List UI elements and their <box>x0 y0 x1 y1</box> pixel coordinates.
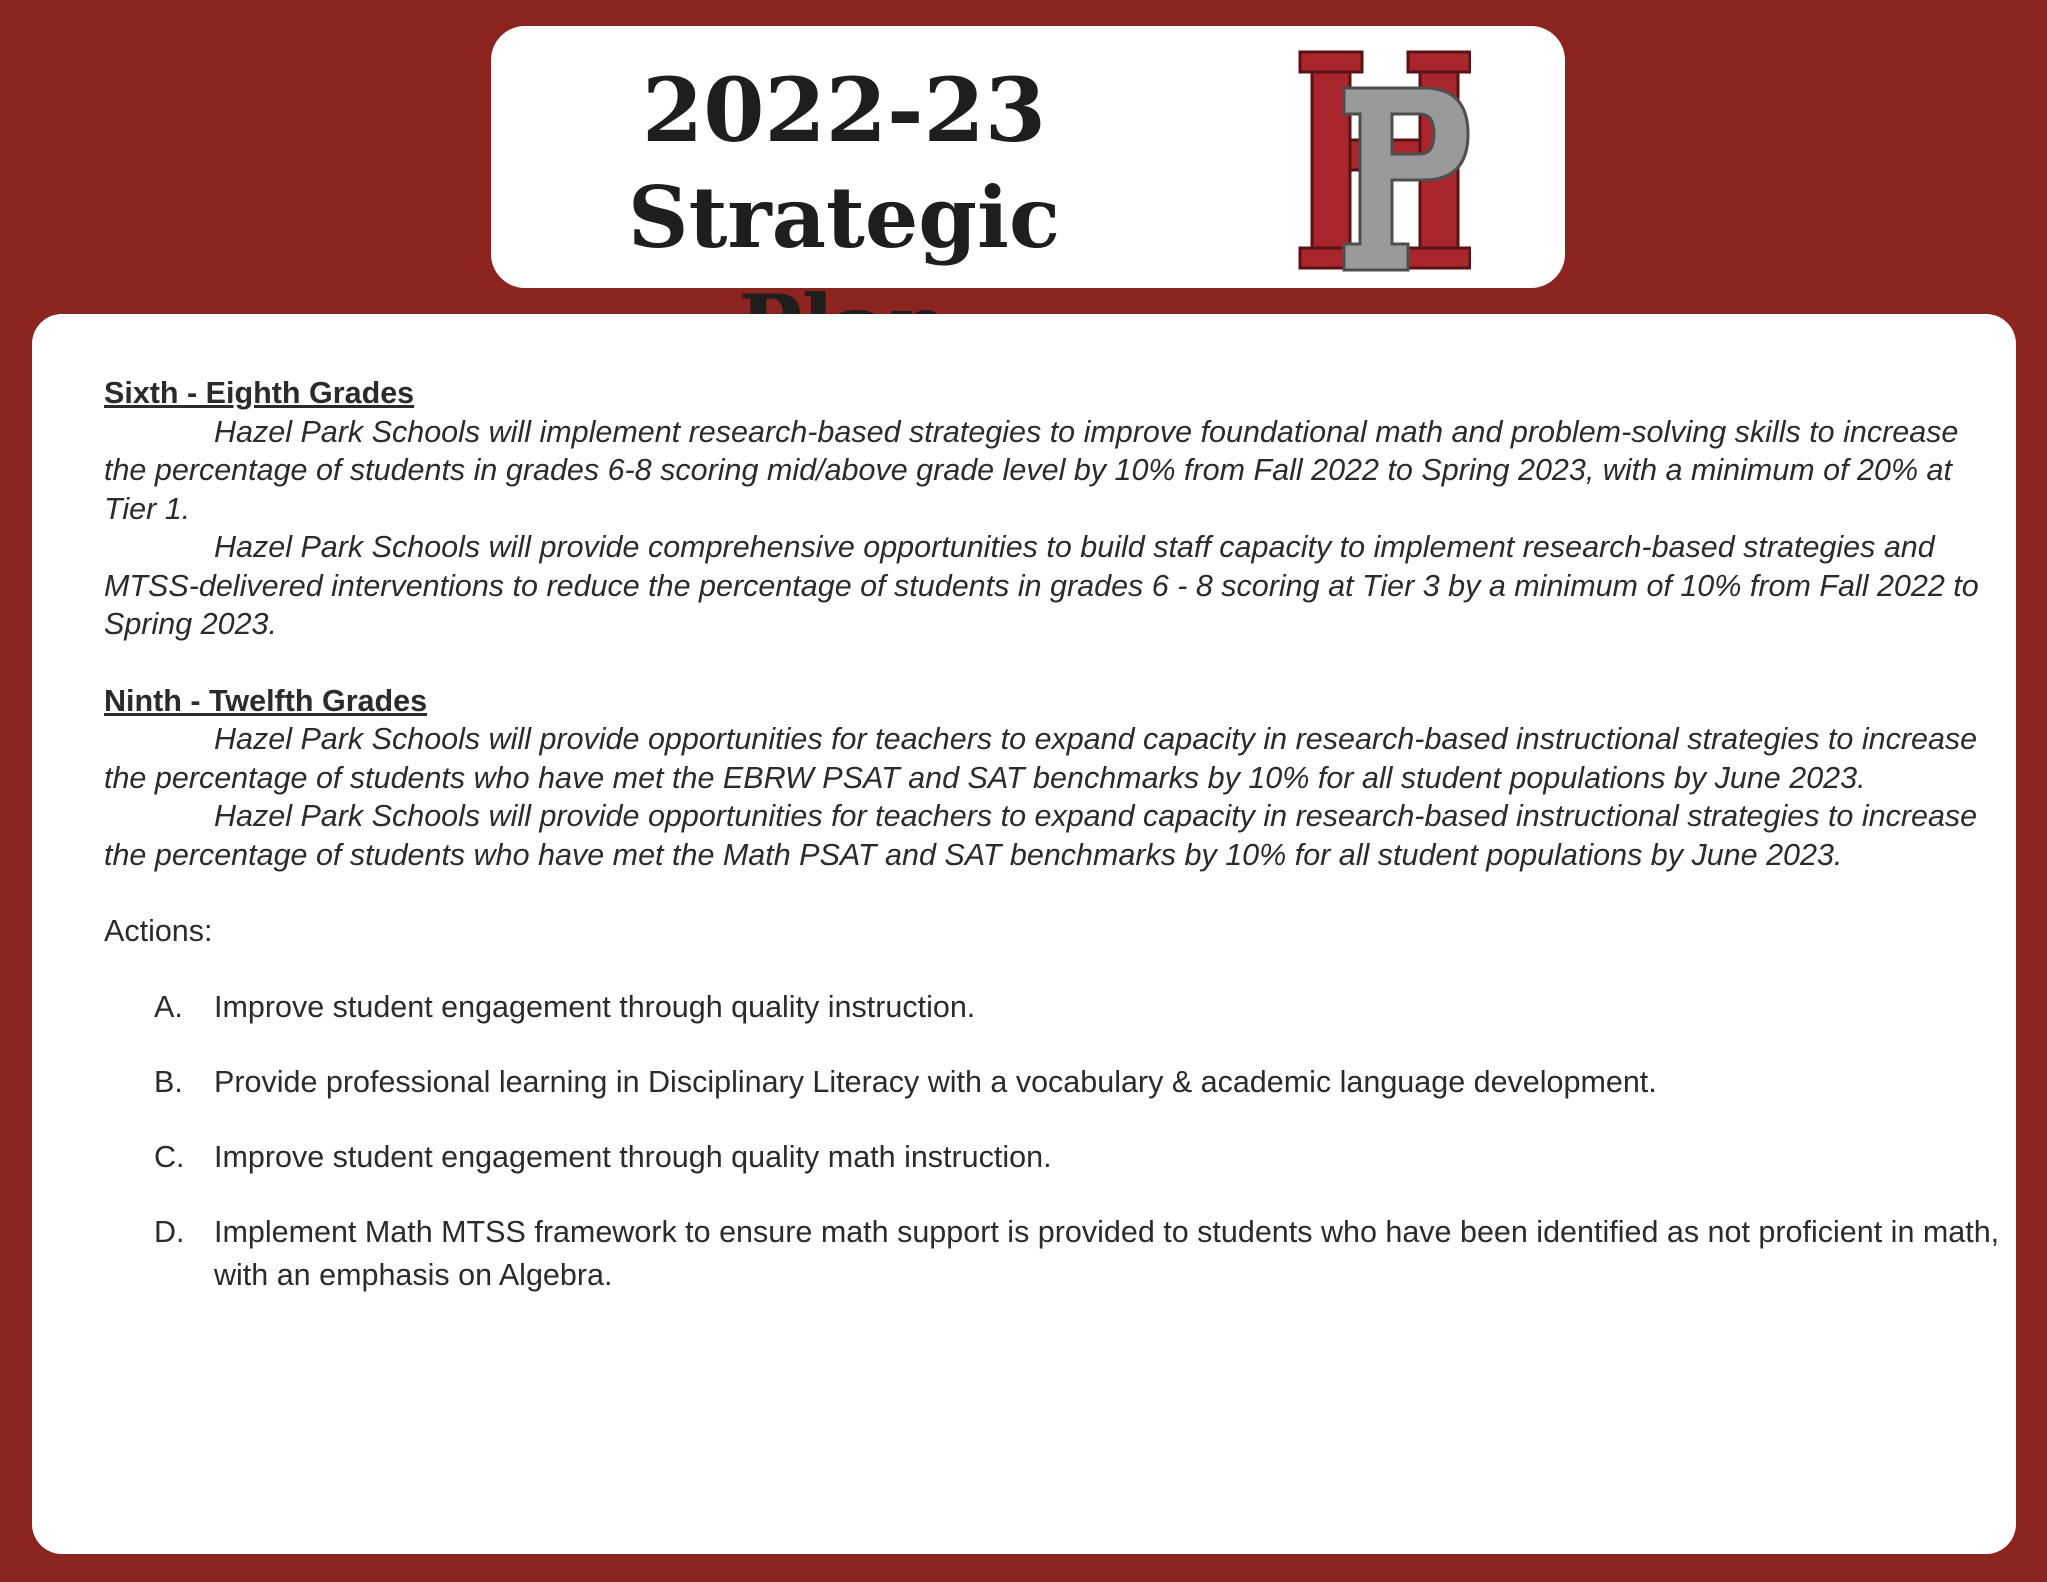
goal-paragraph: Hazel Park Schools will provide comprehensive opportunities to build staff capacity to implement research-based strategies and MTSS-delivered interventions to reduce the percentage of students in grades 6 - 8 scoring at Tier 3 by a minimum of 10% from Fall 2022 to Spring 2023. <box>104 530 1979 641</box>
goal-paragraph: Hazel Park Schools will implement research-based strategies to improve foundational math and problem-solving skills to increase the percentage of students in grades 6-8 scoring mid/above grade level by 10% from Fall 2022 to Spring 2023, with a minimum of 20% at Tier 1. <box>104 414 1959 526</box>
actions-label: Actions: <box>104 914 213 948</box>
section-heading: Sixth - Eighth Grades <box>104 376 415 410</box>
list-item <box>104 1211 2004 1297</box>
actions-list <box>104 986 2004 1297</box>
goal-paragraph: Hazel Park Schools will provide opportunities for teachers to expand capacity in research-based instructional strategies to increase the percentage of students who have met the EBRW PSAT and SAT benchmarks by 10% for all student populations by June 2023. <box>104 722 1978 795</box>
section-heading: Ninth - Twelfth Grades <box>104 683 428 718</box>
content-card <box>32 314 2016 1554</box>
list-item <box>104 1136 2004 1179</box>
action-text: Improve student engagement through quality instruction. <box>214 989 976 1024</box>
section-ninth-twelfth <box>104 682 2004 875</box>
list-item <box>104 1061 2004 1104</box>
action-text: Provide professional learning in Disciplinary Literacy with a vocabulary & academic language development. <box>214 1064 1657 1099</box>
action-letter: D. <box>154 1214 185 1249</box>
title-year: 2022-23 <box>642 58 1046 162</box>
action-text: Improve student engagement through quality math instruction. <box>214 1139 1052 1174</box>
goal-paragraph: Hazel Park Schools will provide opportunities for teachers to expand capacity in research-based instructional strategies to increase the percentage of students who have met the Math PSAT and SAT benchmarks by 10% for all student populations by June 2023. <box>104 799 1978 872</box>
hp-monogram-logo-icon <box>1296 48 1471 273</box>
action-text: Implement Math MTSS framework to ensure math support is provided to students who have been identified as not proficient in math, with an emphasis on Algebra. <box>214 1214 2000 1292</box>
plan-body <box>104 374 2004 1329</box>
section-sixth-eighth <box>104 374 2004 644</box>
action-letter: B. <box>154 1064 183 1099</box>
action-letter: C. <box>154 1139 185 1174</box>
action-letter: A. <box>154 989 183 1024</box>
header-card <box>491 26 1565 288</box>
list-item <box>104 986 2004 1029</box>
title-text: Strategic <box>627 168 1061 267</box>
